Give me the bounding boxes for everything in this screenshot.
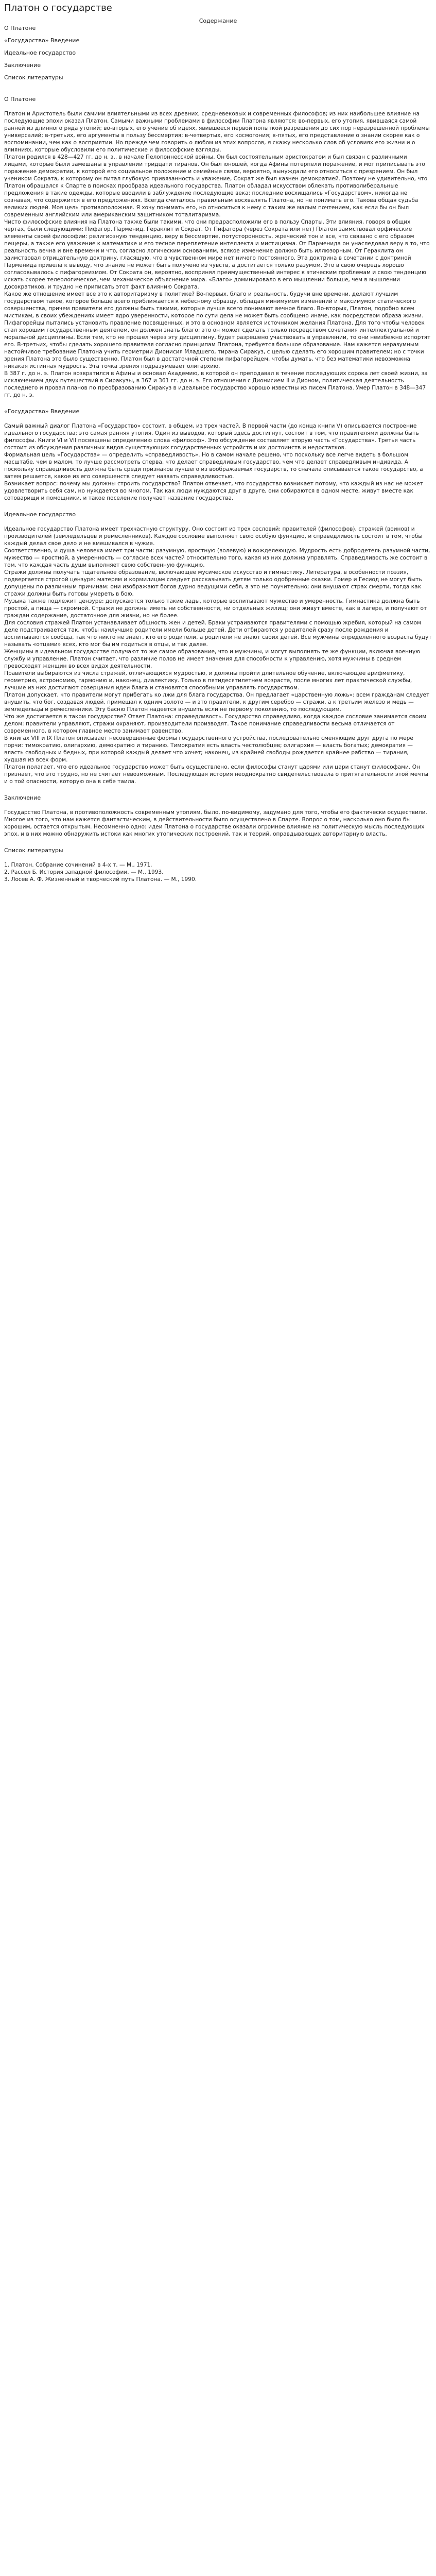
paragraph: Для сословия стражей Платон устанавливает общность жен и детей. Браки устраиваются правителями с помощью жребия, который на самом деле подстраивается так, чтобы наилучшие родители имели больше детей. Дети отбираются у родителей сразу после рождения и воспитываются сообща, так что никто не знает, кто его родители, а родители не знают своих детей. Все мужчины определенного возраста будут называть «отцами» всех, кто мог бы им годиться в отцы, и так далее. — [4, 620, 432, 648]
section-conclusion — [4, 794, 432, 838]
paragraph: Соответственно, и душа человека имеет три части: разумную, яростную (волевую) и вожделеющую. Мудрость есть добродетель разумной части, мужество — яростной, а умеренность — согласие всех частей относительно того, какая из них должна управлять. Справедливость же состоит в том, что каждая часть души выполняет свою собственную функцию. — [4, 548, 430, 568]
toc-heading: Содержание — [199, 18, 237, 24]
paragraph: Идеальное государство Платона имеет трехчастную структуру. Оно состоит из трех сословий: правителей (философов), стражей (воинов) и производителей (земледельцев и ремесленников). Каждое сословие выполняет свою особую функцию, и справедливость состоит в том, чтобы каждый делал свое дело и не вмешивался в чужие. — [4, 526, 423, 547]
paragraph: В книгах VIII и IX Платон описывает несовершенные формы государственного устройства, последовательно сменяющие друг друга по мере порчи: тимократию, олигархию, демократию и тиранию. Тимократия есть власть честолюбцев; олигархия — власть богатых; демократия — власть свободных и бедных, при которой каждый делает что хочет; наконец, из крайней свободы рождается крайнее рабство — тирания, худшая из всех форм. — [4, 735, 413, 763]
paragraph: Что же достигается в таком государстве? Ответ Платона: справедливость. Государство справедливо, когда каждое сословие занимается своим делом: правители управляют, стражи охраняют, производители производят. Такое понимание справедливости весьма отличается от современного, в котором главное место занимает равенство. — [4, 714, 427, 734]
paragraph: Женщины в идеальном государстве получают то же самое образование, что и мужчины, и могут выполнять те же функции, включая военную службу и управление. Платон считает, что различие полов не имеет значения для способности к управлению, хотя мужчины в среднем превосходят женщин во всех видах деятельности. — [4, 649, 421, 669]
reference-list — [4, 861, 432, 883]
paragraph: Самый важный диалог Платона «Государство» состоит, в общем, из трех частей. В первой части (до конца книги V) описывается построение идеального государства; это самая ранняя утопия. Один из выводов, который здесь достигнут, состоит в том, что правителями должны быть философы. Книги VI и VII посвящены определению слова «философ». Это обсуждение составляет вторую часть «Государства». Третья часть состоит из обсуждения различных видов существующих государственных устройств и их достоинств и недостатков. — [4, 423, 419, 451]
section-heading: Заключение — [4, 794, 41, 801]
paragraph: В 387 г. до н. э. Платон возвратился в Афины и основал Академию, в которой он преподавал в течение последующих сорока лет своей жизни, за исключением двух путешествий в Сиракузы, в 367 и 361 гг. до н. э. Его отношения с Дионисием II и Дионом, политическая деятельность последнего и провал планов по преобразованию Сиракуз в идеальное государство хорошо известны из писем Платона. Умер Платон в 348—347 гг. до н. э. — [4, 370, 428, 398]
toc-list — [4, 25, 432, 81]
paragraph: Платон и Аристотель были самими влиятельными из всех древних, средневековых и современных философов; из них наибольшее влияние на последующие эпохи оказал Платон. Самыми важными проблемами в философии Платона являются: во-первых, его утопия, явившаяся самой ранней из длинного ряда утопий; во-вторых, его учение об идеях, явившееся первой попыткой разрешения до сих пор неразрешенной проблемы универсалий; в-третьих, его аргументы в пользу бессмертия; в-четвертых, его космогония; в-пятых, его представление о знании скорее как о воспоминании, чем как о восприятии. Но прежде чем говорить о любом из этих вопросов, я скажу несколько слов об условиях его жизни и о влияниях, которые обусловили его политические и философские взгляды. — [4, 111, 430, 153]
reference-item: 1. Платон. Собрание сочинений в 4-х т. — М., 1971. — [4, 862, 152, 868]
toc-item: «Государство» Введение — [4, 37, 80, 44]
references — [4, 847, 432, 883]
section-heading: Идеальное государство — [4, 511, 76, 518]
paragraph: Чисто философские влияния на Платона также были такими, что они предрасположили его в пользу Спарты. Эти влияния, говоря в общих чертах, были следующими: Пифагор, Парменид, Гераклит и Сократ. От Пифагора (через Сократа или нет) Платон заимствовал орфические элементы своей философии: религиозную тенденцию, веру в бессмертие, потусторонность, жреческий тон и все, что связано с его образом пещеры, а также его уважение к математике и его тесное переплетение интеллекта и мистицизма. От Парменида он унаследовал веру в то, что реальность вечна и вне времени и что, согласно логическим основаниям, всякое изменение должно быть иллюзорным. От Гераклита он заимствовал отрицательную доктрину, гласящую, что в чувственном мире нет ничего постоянного. Эта доктрина в сочетании с доктриной Парменида привела к выводу, что знание не может быть получено из чувств, а достигается только разумом. Это в свою очередь хорошо согласовывалось с пифагореизмом. От Сократа он, вероятно, воспринял преимущественный интерес к этическим проблемам и свою тенденцию искать скорее телеологическое, чем механическое объяснение мира. «Благо» доминировало в его мышлении больше, чем в мышлении досократиков, и трудно не приписать этот факт влиянию Сократа. — [4, 219, 430, 290]
references-heading: Список литературы — [4, 847, 63, 854]
table-of-contents — [4, 18, 432, 81]
paragraph: Возникает вопрос: почему мы должны строить государство? Платон отвечает, что государство возникает потому, что каждый из нас не может удовлетворить себя сам, но нуждается во многом. Так как люди нуждаются друг в друге, они собираются в одном месте, живут вместе как сотоварищи и помощники, и такое поселение получает название государства. — [4, 481, 423, 501]
section-ideal-state — [4, 511, 432, 785]
toc-item: Список литературы — [4, 74, 63, 81]
reference-item: 3. Лосев А. Ф. Жизненный и творческий путь Платона. — М., 1990. — [4, 876, 197, 883]
section-heading: О Платоне — [4, 96, 36, 103]
paragraph: Государство Платона, в противоположность современным утопиям, было, по-видимому, задумано для того, чтобы его фактически осуществили. Многое из того, что нам кажется фантастическим, в действительности было осуществлено в Спарте. Вопрос о том, насколько оно было бы хорошим, остается открытым. Несомненно одно: идеи Платона о государстве оказали огромное влияние на политическую мысль последующих эпох, и в них можно обнаружить истоки как многих утопических построений, так и теорий, оправдывающих авторитарную власть. — [4, 809, 427, 837]
toc-item: О Платоне — [4, 25, 36, 31]
paragraph: Платон родился в 428—427 гг. до н. э., в начале Пелопоннесской войны. Он был состоятельным аристократом и был связан с различными лицами, которые были замешаны в управлении тридцати тиранов. Он был юношей, когда Афины потерпели поражение, и мог приписывать это поражение демократии, к которой его социальное положение и семейные связи, вероятно, вынуждали его относиться с презрением. Он был учеником Сократа, к которому он питал глубокую привязанность и уважение, Сократ же был казнен демократией. Поэтому не удивительно, что Платон обращался к Спарте в поисках прообраза идеального государства. Платон обладал искусством облекать противолиберальные предложения в такие одежды, которые вводили в заблуждение последующие века; последние восхищались «Государством», никогда не сознавая, что содержится в его предложениях. Всегда считалось правильным восхвалять Платона, но не понимать его. Такова общая судьба великих людей. Моя цель противоположная. Я хочу понимать его, но относиться к нему с таким же малым почтением, как если бы он был современным английским или американским защитником тоталитаризма. — [4, 154, 428, 218]
section-heading: «Государство» Введение — [4, 408, 80, 415]
section-republic-intro — [4, 408, 432, 502]
paragraph: Платон полагает, что его идеальное государство может быть осуществлено, если философы станут царями или цари станут философами. Он признает, что это трудно, но не считает невозможным. Последующая история неоднократно свидетельствовала о притягательности этой мечты и о той опасности, которую она в себе таила. — [4, 764, 429, 785]
toc-item: Заключение — [4, 62, 41, 69]
reference-item: 2. Рассел Б. История западной философии. — М., 1993. — [4, 869, 164, 875]
paragraph: Правители выбираются из числа стражей, отличающихся мудростью, и должны пройти длительное обучение, включающее арифметику, геометрию, астрономию, гармонию и, наконец, диалектику. Только в пятидесятилетнем возрасте, после многих лет практической службы, лучшие из них достигают созерцания идеи блага и становятся способными управлять государством. — [4, 670, 412, 691]
paragraph: Платон допускает, что правители могут прибегать ко лжи для блага государства. Он предлагает «царственную ложь»: всем гражданам следует внушить, что бог, создавая людей, примешал к одним золото — и это правители, к другим серебро — стражи, а к третьим железо и медь — земледельцы и ремесленники. Эту басню Платон надеется внушить если не первому поколению, то последующим. — [4, 692, 430, 713]
paragraph: Формальная цель «Государства» — определить «справедливость». Но в самом начале решено, что поскольку все легче видеть в большом масштабе, чем в малом, то лучше рассмотреть сперва, что делает справедливым государство, чем что делает справедливым индивида. А поскольку справедливость должна быть среди признаков лучшего из воображаемых государств, то сначала описывается такое государство, а затем решается, какое из его совершенств следует назвать справедливостью. — [4, 452, 423, 480]
paragraph: Стражи должны получать тщательное образование, включающее мусическое искусство и гимнастику. Литература, в особенности поэзия, подвергается строгой цензуре: матерям и кормилицам следует рассказывать детям только одобренные сказки. Гомер и Гесиод не могут быть допущены по различным причинам: они изображают богов дурно ведущими себя, а это не поучительно; они внушают страх смерти, тогда как стражи должны быть готовы умереть в бою. — [4, 569, 422, 597]
section-about-plato — [4, 96, 432, 399]
paragraph: Какое же отношение имеет все это к авторитаризму в политике? Во-первых, благо и реальность, будучи вне времени, делают лучшим государством такое, которое больше всего приближается к небесному образцу, обладая минимумом изменений и максимумом статического совершенства, причем правители его должны быть такими, которые лучше всего понимают вечное благо. Во-вторых, Платон, подобно всем мистикам, в своих убеждениях имеет ядро уверенности, которое по сути дела не может быть сообщено иначе, как посредством образа жизни. Пифагорейцы пытались установить правление посвященных, и это в основном является источником желания Платона. Для того чтобы человек стал хорошим государственным деятелем, он должен знать благо; это он может сделать только посредством сочетания интеллектуальной и моральной дисциплины. Если тем, кто не прошел через эту дисциплину, будет разрешено участвовать в управлении, то они неизбежно испортят его. В-третьих, чтобы сделать хорошего правителя согласно принципам Платона, требуется большое образование. Нам кажется неразумным настойчивое требование Платона учить геометрии Дионисия Младшего, тирана Сиракуз, с целью сделать его хорошим правителем; но с точки зрения Платона это было существенно. Платон был в достаточной степени пифагорейцем, чтобы думать, что без математики невозможна никакая истинная мудрость. Эта точка зрения подразумевает олигархию. — [4, 291, 431, 369]
paragraph: Музыка также подлежит цензуре: допускаются только такие лады, которые воспитывают мужество и умеренность. Гимнастика должна быть простой, а пища — скромной. Стражи не должны иметь ни собственности, ни отдельных жилищ; они живут вместе, как в лагере, и получают от граждан содержание, достаточное для жизни, но не более. — [4, 598, 427, 619]
toc-item: Идеальное государство — [4, 49, 76, 56]
document-title: Платон о государстве — [4, 3, 112, 13]
